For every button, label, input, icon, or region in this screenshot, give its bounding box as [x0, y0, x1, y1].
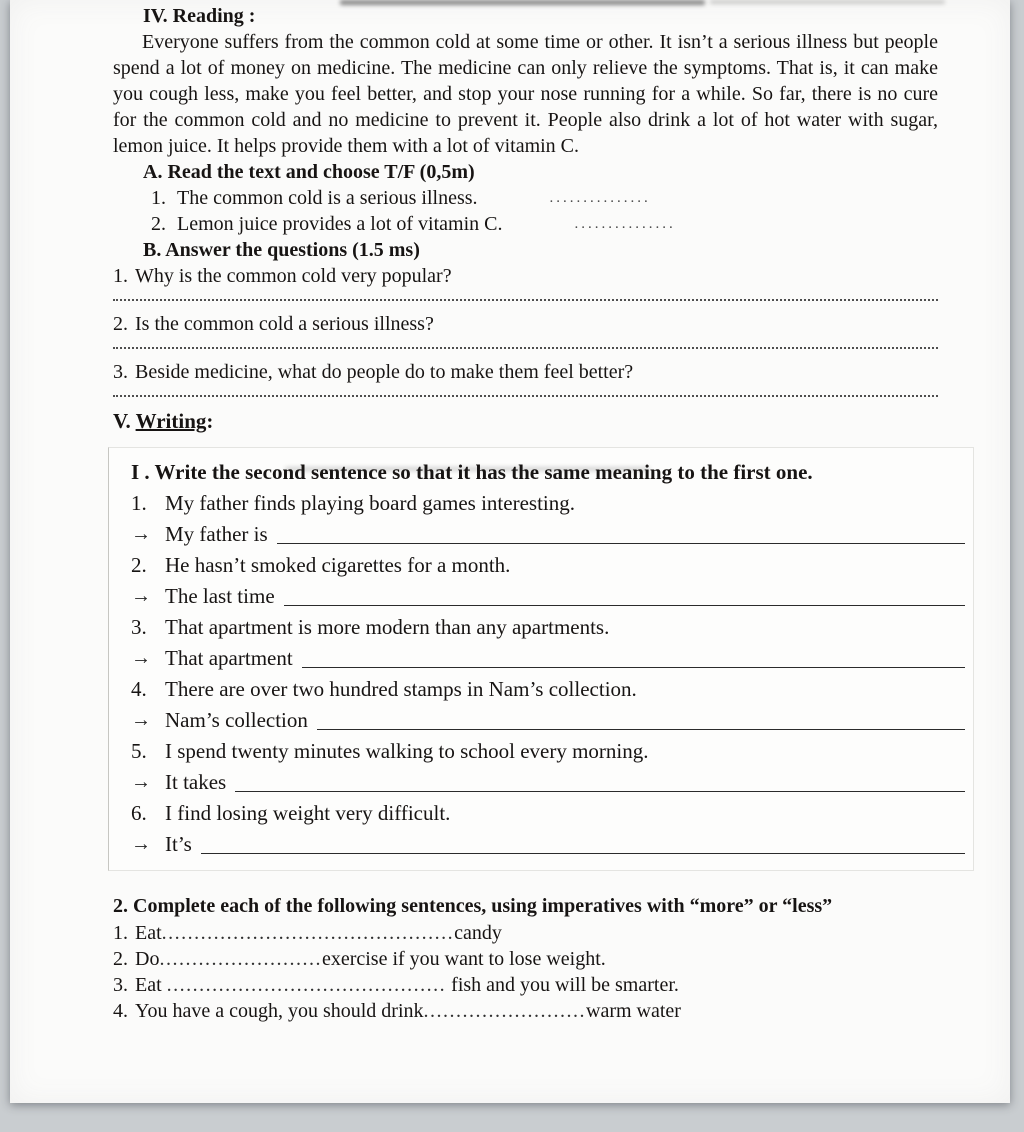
item-number: 1.	[131, 491, 147, 515]
answer-stem: That apartment	[165, 646, 293, 670]
rewrite-item	[131, 674, 967, 736]
item-text-post: fish and you will be smarter.	[446, 974, 679, 996]
question-number: 1.	[113, 265, 128, 287]
answer-blank-line	[235, 767, 965, 792]
question-block	[113, 311, 938, 349]
item-number: 2.	[131, 553, 147, 577]
arrow-icon: →	[131, 523, 151, 545]
question	[113, 263, 938, 289]
item-text-pre: You have a cough, you should drink	[135, 1000, 424, 1022]
item-sentence: I spend twenty minutes walking to school every morning.	[165, 739, 649, 763]
fill-in-dots: ...........................................	[166, 974, 447, 996]
writing-heading-prefix: V.	[113, 409, 136, 433]
rewrite-sentence-line	[131, 550, 967, 581]
rewrite-sentence-line	[131, 798, 967, 829]
question-number: 2.	[113, 313, 128, 335]
rewrite-answer-line	[131, 829, 967, 860]
question-block	[113, 359, 938, 397]
question-text: Is the common cold a serious illness?	[135, 313, 434, 335]
item-sentence: I find losing weight very difficult.	[165, 801, 451, 825]
answer-blank-line	[284, 581, 965, 606]
imperative-item	[113, 946, 974, 972]
imperative-item	[113, 920, 974, 946]
rewrite-item	[131, 612, 967, 674]
answer-blank-line	[317, 705, 965, 730]
reading-heading: IV. Reading :	[143, 5, 256, 27]
section-b-heading: B. Answer the questions (1.5 ms)	[143, 239, 420, 261]
answer-stem: It takes	[165, 770, 227, 794]
arrow-icon: →	[131, 771, 151, 793]
answer-blank-line	[201, 829, 965, 854]
fill-in-dots: .........................	[159, 948, 322, 970]
rewrite-answer-line	[131, 581, 967, 612]
rewrite-sentence-line	[131, 488, 967, 519]
scan-artifact	[285, 467, 650, 471]
answer-dotted-line	[113, 339, 938, 349]
rewrite-item	[131, 736, 967, 798]
item-sentence: There are over two hundred stamps in Nam’s collection.	[165, 677, 637, 701]
scan-artifact	[710, 0, 945, 4]
answer-dotted-line	[113, 387, 938, 397]
tf-item	[151, 211, 938, 237]
writing-heading-word: Writing	[135, 409, 207, 433]
question-text: Beside medicine, what do people do to make them feel better?	[135, 361, 634, 383]
arrow-icon: →	[131, 647, 151, 669]
answer-blank-line	[277, 519, 965, 544]
reading-section	[113, 3, 938, 397]
imperatives-exercise-heading: 2. Complete each of the following sentences, using imperatives with “more” or “less”	[113, 895, 833, 917]
rewrite-exercise-box	[108, 447, 974, 871]
question	[113, 359, 938, 385]
item-number: 6.	[131, 801, 147, 825]
tf-answer-dots: ...............	[574, 216, 676, 232]
rewrite-item	[131, 550, 967, 612]
fill-in-dots: .............................................	[161, 922, 455, 944]
item-text-pre: Eat	[135, 974, 167, 996]
item-number: 4.	[131, 677, 147, 701]
answer-stem: My father is	[165, 522, 268, 546]
scan-artifact	[340, 0, 705, 5]
question-text: Why is the common cold very popular?	[135, 265, 452, 287]
rewrite-sentence-line	[131, 736, 967, 767]
tf-statement: The common cold is a serious illness.	[177, 187, 478, 209]
item-sentence: That apartment is more modern than any apartments.	[165, 615, 610, 639]
item-number: 5.	[131, 739, 147, 763]
item-text-post: warm water	[586, 1000, 681, 1022]
item-text-pre: Do	[135, 948, 160, 970]
answer-stem: It’s	[165, 832, 192, 856]
answer-stem: Nam’s collection	[165, 708, 308, 732]
question-block	[113, 263, 938, 301]
question-number: 3.	[113, 361, 128, 383]
rewrite-answer-line	[131, 643, 967, 674]
imperative-item	[113, 998, 974, 1024]
rewrite-exercise-heading: I . Write the second sentence so that it has the same meaning to the first one.	[131, 460, 813, 484]
rewrite-item	[131, 488, 967, 550]
item-number: 2.	[113, 948, 128, 970]
rewrite-answer-line	[131, 767, 967, 798]
item-text-post: exercise if you want to lose weight.	[321, 948, 606, 970]
answer-dotted-line	[113, 291, 938, 301]
item-number: 1.	[151, 187, 166, 209]
rewrite-sentence-line	[131, 674, 967, 705]
item-number: 3.	[113, 974, 128, 996]
arrow-icon: →	[131, 833, 151, 855]
item-number: 2.	[151, 213, 166, 235]
document-page	[10, 0, 1010, 1103]
tf-answer-dots: ...............	[549, 190, 651, 206]
item-number: 1.	[113, 922, 128, 944]
rewrite-answer-line	[131, 519, 967, 550]
item-sentence: My father finds playing board games interesting.	[165, 491, 575, 515]
rewrite-item	[131, 798, 967, 860]
tf-statement: Lemon juice provides a lot of vitamin C.	[177, 213, 503, 235]
arrow-icon: →	[131, 709, 151, 731]
answer-blank-line	[302, 643, 965, 668]
question	[113, 311, 938, 337]
writing-heading-colon: :	[206, 409, 214, 433]
imperative-item	[113, 972, 974, 998]
fill-in-dots: .........................	[423, 1000, 587, 1022]
answer-stem: The last time	[165, 584, 275, 608]
item-text-pre: Eat	[135, 922, 162, 944]
item-number: 4.	[113, 1000, 128, 1022]
rewrite-answer-line	[131, 705, 967, 736]
writing-heading	[113, 407, 974, 435]
reading-passage: Everyone suffers from the common cold at some time or other. It isn’t a serious illness but people spend a lot of money on medicine. The medicine can only relieve the symptoms. That is, it can make you cough less, make you feel better, and stop your nose running for a while. So far, there is no cure for the common cold and no medicine to prevent it. People also drink a lot of hot water with sugar, lemon juice. It helps provide them with a lot of vitamin C.	[113, 31, 938, 157]
item-text-post: candy	[454, 922, 502, 944]
item-number: 3.	[131, 615, 147, 639]
page-content	[10, 0, 1010, 1024]
rewrite-sentence-line	[131, 612, 967, 643]
arrow-icon: →	[131, 585, 151, 607]
item-sentence: He hasn’t smoked cigarettes for a month.	[165, 553, 511, 577]
tf-item	[151, 185, 938, 211]
section-a-heading: A. Read the text and choose T/F (0,5m)	[143, 161, 475, 183]
